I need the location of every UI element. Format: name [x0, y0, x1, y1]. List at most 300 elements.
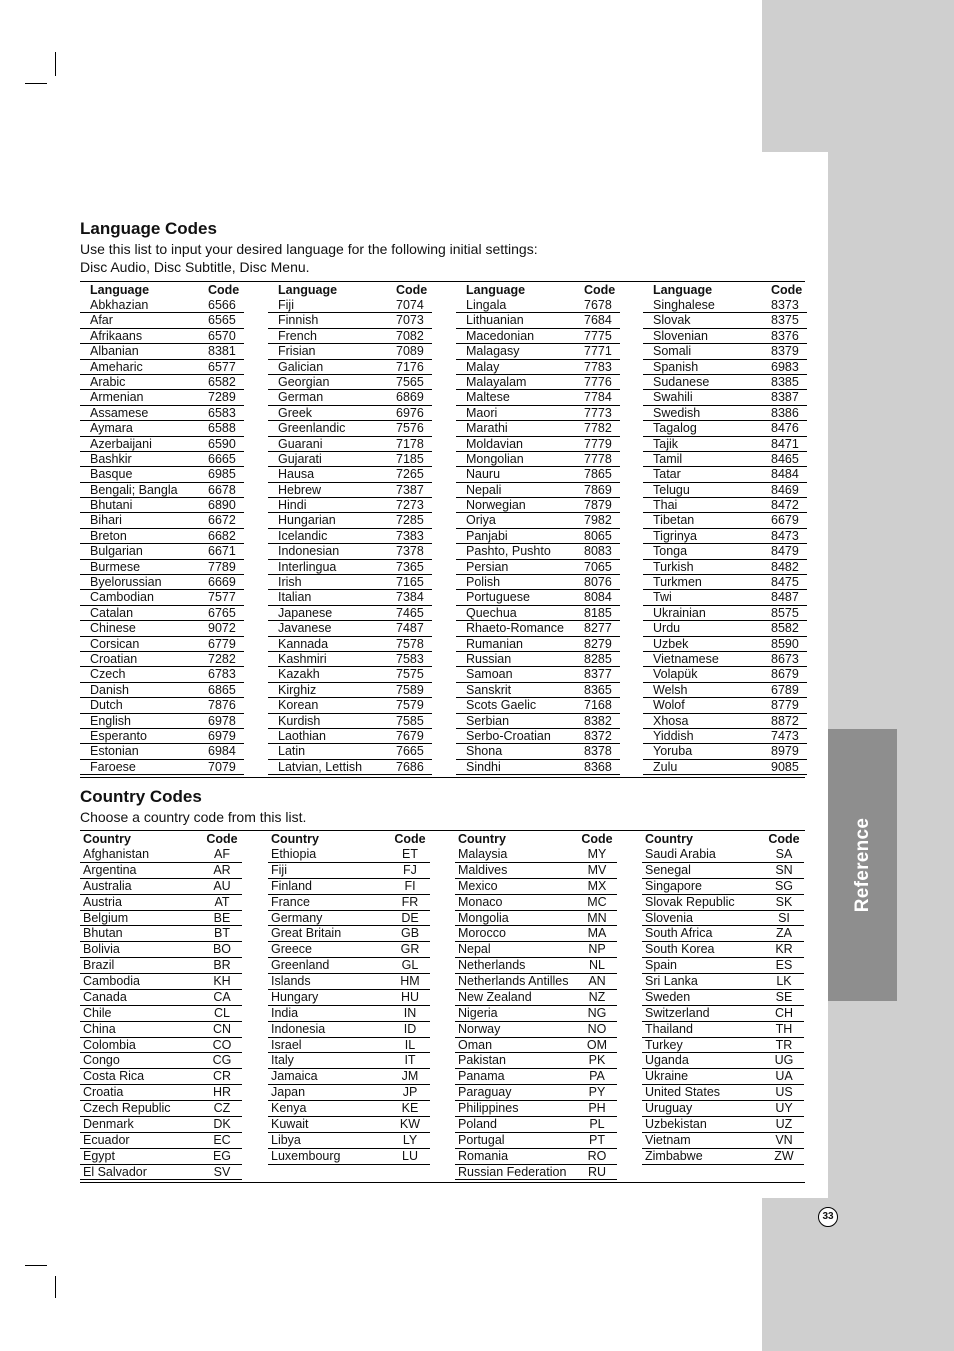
country-code: SE [775, 989, 793, 1004]
country-row [455, 1022, 617, 1038]
country-name: Norway [458, 1021, 501, 1036]
country-intro: Choose a country code from this list. [80, 809, 307, 825]
language-code: 6583 [208, 405, 236, 420]
country-row [455, 1085, 617, 1101]
country-name: Libya [271, 1132, 301, 1147]
country-row [268, 1085, 430, 1101]
country-name: Ethiopia [271, 847, 317, 861]
language-name: Irish [278, 575, 302, 590]
language-name: Latvian, Lettish [278, 759, 363, 774]
language-row [456, 375, 620, 390]
country-name: United States [645, 1085, 721, 1100]
language-name: Ukrainian [653, 605, 706, 620]
country-code: MC [587, 894, 607, 909]
country-code: RO [587, 1148, 607, 1163]
language-row [268, 637, 432, 652]
language-name: Malagasy [466, 344, 520, 359]
language-name: Spanish [653, 359, 699, 374]
country-code: MA [587, 926, 607, 941]
language-row [456, 606, 620, 621]
country-column-header [80, 832, 242, 847]
country-name: Germany [271, 910, 323, 925]
language-name: Bashkir [90, 451, 132, 466]
language-code: 8375 [771, 313, 799, 328]
language-name: Lingala [466, 298, 507, 312]
language-row [268, 329, 432, 344]
language-row [643, 498, 807, 513]
language-code: 6582 [208, 374, 236, 389]
language-code: 7869 [584, 482, 612, 497]
country-row [80, 1022, 242, 1038]
language-code: 7789 [208, 559, 236, 574]
language-name: Nauru [466, 467, 501, 482]
language-row [456, 637, 620, 652]
country-code: SA [775, 847, 793, 861]
language-code: 6779 [208, 636, 236, 651]
language-intro-line1: Use this list to input your desired language for the following initial settings: [80, 241, 538, 257]
language-name: Vietnamese [653, 651, 719, 666]
country-name: Croatia [83, 1085, 124, 1100]
language-row [268, 452, 432, 467]
country-name: Vietnam [645, 1132, 691, 1147]
language-code: 7782 [584, 421, 612, 436]
language-row [268, 760, 432, 775]
language-column [456, 283, 620, 775]
language-row [643, 344, 807, 359]
language-row [268, 621, 432, 636]
language-row [456, 621, 620, 636]
language-row [268, 544, 432, 559]
language-row [643, 667, 807, 682]
country-code: DK [213, 1116, 231, 1131]
language-row [643, 560, 807, 575]
language-code: 7684 [584, 313, 612, 328]
country-name: Indonesia [271, 1021, 326, 1036]
language-name: Javanese [278, 621, 332, 636]
language-code: 8372 [584, 728, 612, 743]
language-code: 7185 [396, 451, 424, 466]
language-row [80, 637, 244, 652]
country-code: IT [404, 1053, 416, 1068]
language-row [268, 652, 432, 667]
language-code: 7074 [396, 298, 424, 312]
language-intro [80, 240, 538, 276]
language-code: 7565 [396, 374, 424, 389]
country-code: ET [402, 847, 418, 861]
country-name: Greece [271, 942, 312, 957]
country-code: UG [774, 1053, 794, 1068]
country-code: AT [214, 894, 230, 909]
country-code: PL [589, 1116, 605, 1131]
language-code: 6590 [208, 436, 236, 451]
country-code: RU [587, 1164, 607, 1179]
country-name: Ecuador [83, 1132, 130, 1147]
country-code: SV [213, 1164, 231, 1179]
country-name: Turkey [645, 1037, 683, 1052]
country-row [642, 895, 804, 911]
language-name: Bhutani [90, 498, 133, 513]
country-code: FJ [403, 862, 417, 877]
country-row [642, 942, 804, 958]
language-code: 7289 [208, 390, 236, 405]
language-name: Thai [653, 498, 678, 513]
country-row [268, 1053, 430, 1069]
language-top-rule [80, 281, 805, 282]
language-name: Swahili [653, 390, 693, 405]
language-code: 8590 [771, 636, 799, 651]
language-name: Welsh [653, 682, 688, 697]
language-code: 9085 [771, 759, 799, 774]
language-name: Catalan [90, 605, 134, 620]
language-row [268, 467, 432, 482]
country-row [455, 911, 617, 927]
country-name: Australia [83, 878, 132, 893]
country-name: Uruguay [645, 1101, 693, 1115]
language-code: 6682 [208, 528, 236, 543]
country-name: Uzbekistan [645, 1116, 707, 1131]
language-row [80, 406, 244, 421]
language-code: 7378 [396, 544, 424, 559]
country-code: KR [775, 942, 793, 957]
country-row [455, 1165, 617, 1181]
country-code: SG [774, 878, 794, 893]
language-row [80, 375, 244, 390]
language-code: 8378 [584, 744, 612, 759]
language-code: 7585 [396, 713, 424, 728]
header-country: Country [271, 832, 319, 846]
country-row [80, 926, 242, 942]
language-row [456, 452, 620, 467]
language-row [268, 729, 432, 744]
language-name: Bihari [90, 513, 122, 528]
country-code: US [775, 1085, 793, 1100]
language-row [268, 529, 432, 544]
country-column-header [455, 832, 617, 847]
country-code: CR [212, 1069, 232, 1084]
country-code: EG [212, 1148, 232, 1163]
country-row [80, 1006, 242, 1022]
language-code: 7365 [396, 559, 424, 574]
language-code: 6789 [771, 682, 799, 697]
country-row [642, 1069, 804, 1085]
language-name: Swedish [653, 405, 701, 420]
side-strip-bottom [762, 1198, 954, 1351]
country-row [268, 879, 430, 895]
country-code: KE [401, 1101, 419, 1115]
country-name: Cambodia [83, 974, 140, 988]
language-row [643, 729, 807, 744]
language-code: 8679 [771, 667, 799, 682]
language-row [456, 467, 620, 482]
language-name: Serbian [466, 713, 510, 728]
country-code: BE [213, 910, 231, 925]
language-code: 7577 [208, 590, 236, 605]
country-code: SK [775, 894, 793, 909]
country-row [455, 1101, 617, 1117]
language-row [80, 421, 244, 436]
country-code: IL [404, 1037, 416, 1052]
language-name: Tajik [653, 436, 679, 451]
language-name: Samoan [466, 667, 513, 682]
country-row [642, 879, 804, 895]
country-name: Russian Federation [458, 1164, 567, 1179]
language-code: 7387 [396, 482, 424, 497]
language-row [456, 344, 620, 359]
language-code: 7073 [396, 313, 424, 328]
country-name: Egypt [83, 1148, 115, 1163]
language-code: 7678 [584, 298, 612, 312]
language-code: 8673 [771, 651, 799, 666]
language-code: 7285 [396, 513, 424, 528]
language-name: Slovenian [653, 328, 708, 343]
language-row [643, 513, 807, 528]
country-code: CL [214, 1005, 230, 1020]
language-name: Estonian [90, 744, 139, 759]
country-name: Sweden [645, 989, 691, 1004]
language-code: 8779 [771, 698, 799, 713]
language-name: English [90, 713, 131, 728]
language-name: Malayalam [466, 374, 527, 389]
country-row [455, 1149, 617, 1165]
language-row [80, 621, 244, 636]
language-row [80, 467, 244, 482]
country-row [268, 1069, 430, 1085]
language-name: Macedonian [466, 328, 535, 343]
language-row [80, 729, 244, 744]
country-column [455, 832, 617, 1180]
language-name: Indonesian [278, 544, 340, 559]
language-name: Moldavian [466, 436, 523, 451]
language-row [456, 698, 620, 713]
page-number: 33 [818, 1207, 838, 1227]
language-column [80, 283, 244, 775]
country-name: Bhutan [83, 926, 123, 941]
country-name: Austria [83, 894, 122, 909]
language-code: 7176 [396, 359, 424, 374]
country-code: MV [587, 862, 607, 877]
country-row [455, 863, 617, 879]
language-name: Xhosa [653, 713, 689, 728]
language-code: 6565 [208, 313, 236, 328]
language-code: 7282 [208, 651, 236, 666]
country-row [455, 926, 617, 942]
language-code: 6678 [208, 482, 236, 497]
country-row [455, 1069, 617, 1085]
language-row [456, 652, 620, 667]
language-row [80, 606, 244, 621]
country-row [455, 879, 617, 895]
language-code: 8377 [584, 667, 612, 682]
country-row [80, 958, 242, 974]
country-code: TR [775, 1037, 793, 1052]
language-code: 8373 [771, 298, 799, 312]
language-name: Singhalese [653, 298, 715, 312]
language-name: Korean [278, 698, 319, 713]
language-name: Fiji [278, 298, 294, 312]
language-name: Galician [278, 359, 324, 374]
crop-mark [55, 52, 56, 76]
language-row [643, 483, 807, 498]
country-row [80, 1133, 242, 1149]
language-row [80, 652, 244, 667]
language-name: Turkmen [653, 575, 702, 590]
language-code: 7178 [396, 436, 424, 451]
country-row [268, 926, 430, 942]
language-name: Urdu [653, 621, 681, 636]
language-name: Cambodian [90, 590, 154, 605]
language-name: Albanian [90, 344, 139, 359]
language-code: 6865 [208, 682, 236, 697]
country-row [268, 990, 430, 1006]
country-name: Nepal [458, 942, 491, 957]
language-code: 7665 [396, 744, 424, 759]
country-row [268, 1006, 430, 1022]
country-row [80, 942, 242, 958]
language-row [456, 760, 620, 775]
language-name: Ameharic [90, 359, 143, 374]
language-code: 6672 [208, 513, 236, 528]
language-code: 8476 [771, 421, 799, 436]
country-code: MN [587, 910, 607, 925]
language-row [268, 513, 432, 528]
language-row [643, 298, 807, 313]
language-code: 8484 [771, 467, 799, 482]
language-row [268, 698, 432, 713]
language-name: Czech [90, 667, 126, 682]
country-row [455, 847, 617, 863]
language-name: Greek [278, 405, 313, 420]
language-name: Tamil [653, 451, 683, 466]
country-name: Israel [271, 1037, 302, 1052]
country-bottom-rule [80, 1182, 805, 1183]
country-name: Philippines [458, 1101, 519, 1115]
language-code: 6890 [208, 498, 236, 513]
country-code: EC [213, 1132, 231, 1147]
language-row [80, 329, 244, 344]
language-row [643, 406, 807, 421]
language-code: 7465 [396, 605, 424, 620]
language-code: 8473 [771, 528, 799, 543]
language-row [643, 652, 807, 667]
country-code: UY [775, 1101, 793, 1115]
country-name: Panama [458, 1069, 505, 1084]
country-row [268, 863, 430, 879]
country-row [642, 1149, 804, 1165]
language-code: 6978 [208, 713, 236, 728]
country-name: Switzerland [645, 1005, 710, 1020]
language-column-header [268, 283, 432, 298]
country-name: Pakistan [458, 1053, 506, 1068]
country-code: LU [402, 1148, 418, 1163]
country-row [268, 911, 430, 927]
language-code: 6665 [208, 451, 236, 466]
country-code: CH [774, 1005, 794, 1020]
language-code: 7576 [396, 421, 424, 436]
country-row [455, 974, 617, 990]
language-code: 7775 [584, 328, 612, 343]
country-row [642, 974, 804, 990]
language-code: 6984 [208, 744, 236, 759]
country-code: HU [400, 989, 420, 1004]
country-code: BT [214, 926, 230, 941]
country-row [642, 990, 804, 1006]
country-row [80, 1117, 242, 1133]
country-name: Slovak Republic [645, 894, 735, 909]
language-name: Volapük [653, 667, 698, 682]
country-row [455, 942, 617, 958]
language-row [456, 498, 620, 513]
country-name: Nigeria [458, 1005, 498, 1020]
country-code: SN [775, 862, 793, 877]
language-row [643, 760, 807, 775]
header-language: Language [278, 283, 338, 297]
country-row [642, 1133, 804, 1149]
country-name: Maldives [458, 862, 508, 877]
language-name: Greenlandic [278, 421, 346, 436]
language-row [268, 406, 432, 421]
country-name: New Zealand [458, 989, 532, 1004]
country-code: MY [587, 847, 607, 861]
language-row [643, 714, 807, 729]
language-row [643, 698, 807, 713]
country-row [80, 863, 242, 879]
language-code: 8575 [771, 605, 799, 620]
country-code: TH [775, 1021, 793, 1036]
language-code: 7686 [396, 759, 424, 774]
country-code: MX [587, 878, 607, 893]
country-code: FI [404, 878, 416, 893]
language-row [80, 437, 244, 452]
country-code: DE [401, 910, 419, 925]
country-name: Italy [271, 1053, 294, 1068]
language-code: 7876 [208, 698, 236, 713]
language-name: Italian [278, 590, 312, 605]
country-row [80, 990, 242, 1006]
language-name: Latin [278, 744, 306, 759]
language-row [80, 513, 244, 528]
language-row [456, 560, 620, 575]
language-row [456, 437, 620, 452]
country-row [268, 1149, 430, 1165]
language-row [80, 483, 244, 498]
language-code: 7487 [396, 621, 424, 636]
country-row [80, 895, 242, 911]
language-code: 8185 [584, 605, 612, 620]
country-row [455, 1053, 617, 1069]
country-name: Mongolia [458, 910, 509, 925]
language-row [456, 406, 620, 421]
country-name: Greenland [271, 958, 330, 973]
country-row [268, 1117, 430, 1133]
language-code: 7583 [396, 651, 424, 666]
language-code: 8083 [584, 544, 612, 559]
country-row [455, 1038, 617, 1054]
country-code: NG [587, 1005, 607, 1020]
language-column [268, 283, 432, 775]
section-tab-label: Reference [852, 817, 873, 913]
country-name: Mexico [458, 878, 498, 893]
language-name: Kurdish [278, 713, 321, 728]
language-name: Burmese [90, 559, 141, 574]
country-name: Jamaica [271, 1069, 318, 1084]
language-name: Lithuanian [466, 313, 524, 328]
country-name: Singapore [645, 878, 702, 893]
language-name: Mongolian [466, 451, 524, 466]
crop-mark [25, 1265, 47, 1266]
country-name: Fiji [271, 862, 287, 877]
country-code: AF [214, 847, 230, 861]
language-name: Kashmiri [278, 651, 327, 666]
